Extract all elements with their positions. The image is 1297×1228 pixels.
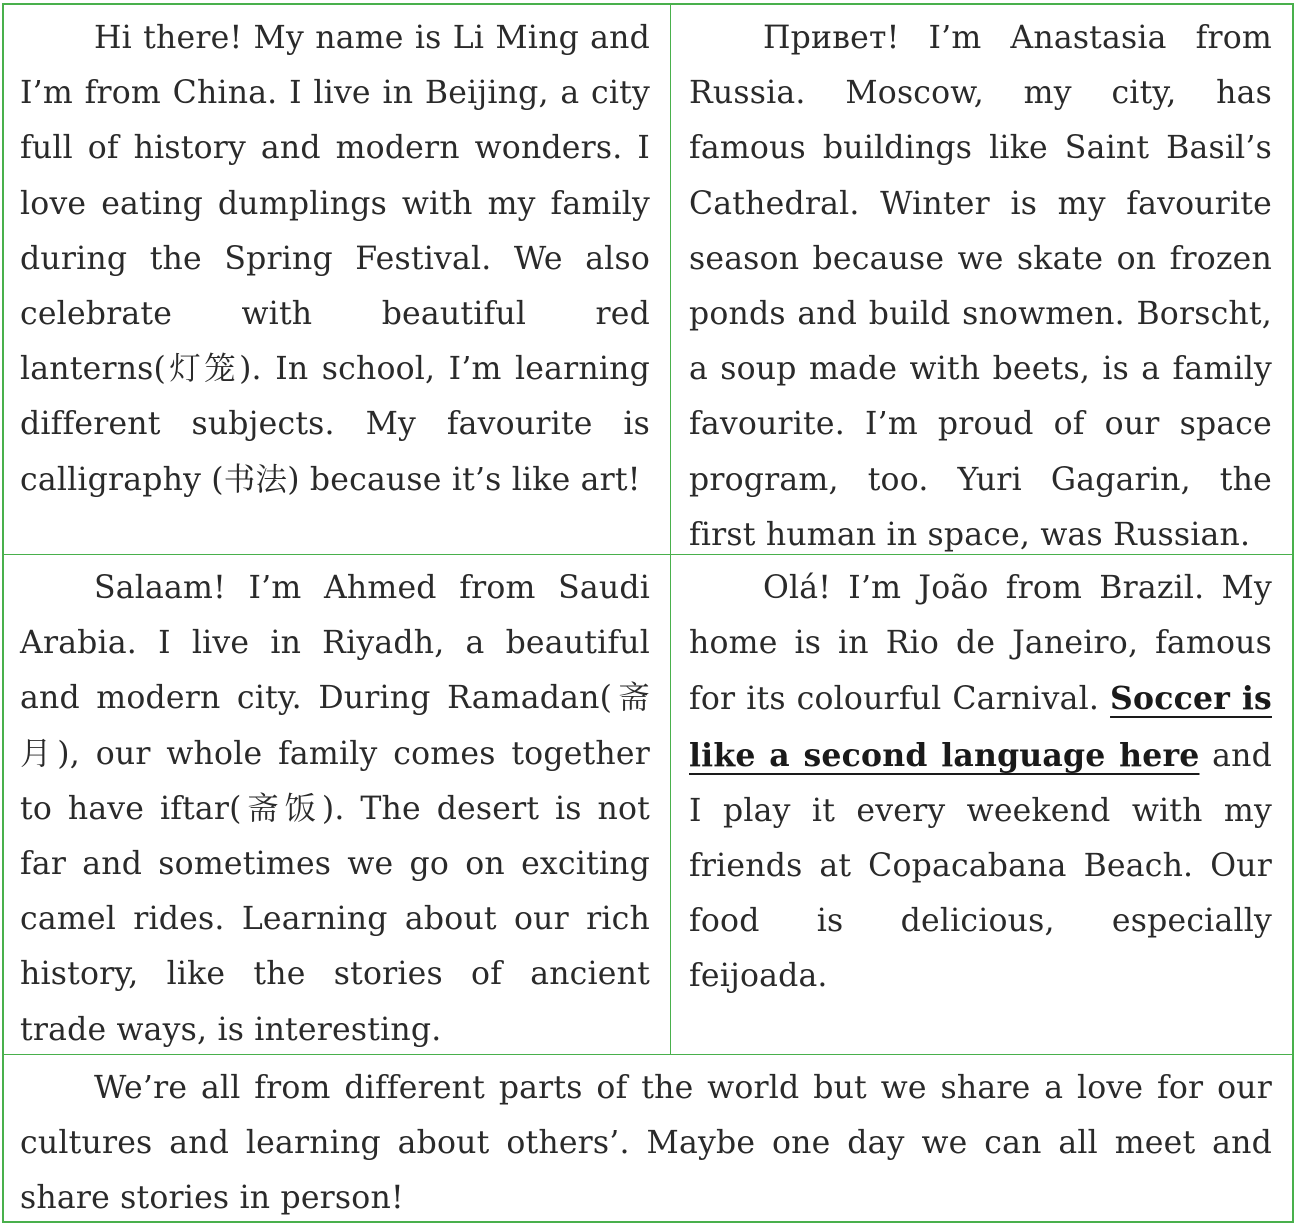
- cell-ahmed: Salaam! I’m Ahmed from Saudi Arabia. I live in Riyadh, a beautiful and modern city. During Ramadan(斋月), our whole family comes together to have iftar(斋饭). The desert is not far and sometimes we go on exciting camel rides. Learning about our rich history, like the stories of ancient trade ways, is interesting.: [4, 555, 671, 1055]
- cell-closing: We’re all from different parts of the world but we share a love for our cultures and learning about others’. Maybe one day we can all meet and share stories in person!: [20, 1070, 1272, 1217]
- cell-li-ming: Hi there! My name is Li Ming and I’m from China. I live in Beijing, a city full of history and modern wonders. I love eating dumplings with my family during the Spring Festival. We also celebrate with beautiful red lanterns(灯笼). In school, I’m learning different subjects. My favourite is calligraphy (书法) because it’s like art!: [4, 5, 671, 555]
- passage-table: [2, 3, 1294, 1223]
- cell-joao: [671, 555, 1292, 1055]
- cell-anastasia: Привет! I’m Anastasia from Russia. Moscow, my city, has famous buildings like Saint Basil’s Cathedral. Winter is my favourite season because we skate on frozen ponds and build snowmen. Borscht, a soup made with beets, is a family favourite. I’m proud of our space program, too. Yuri Gagarin, the first human in space, was Russian.: [671, 5, 1292, 555]
- joao-text-after: and I play it every weekend with my friends at Copacabana Beach. Our food is delicious, especially feijoada.: [689, 737, 1272, 995]
- underlined-sentence: Soccer is like a second language here: [689, 680, 1272, 774]
- joao-text-before: Olá! I’m João from Brazil. My home is in Rio de Janeiro, famous for its colourful Carnival.: [689, 570, 1272, 718]
